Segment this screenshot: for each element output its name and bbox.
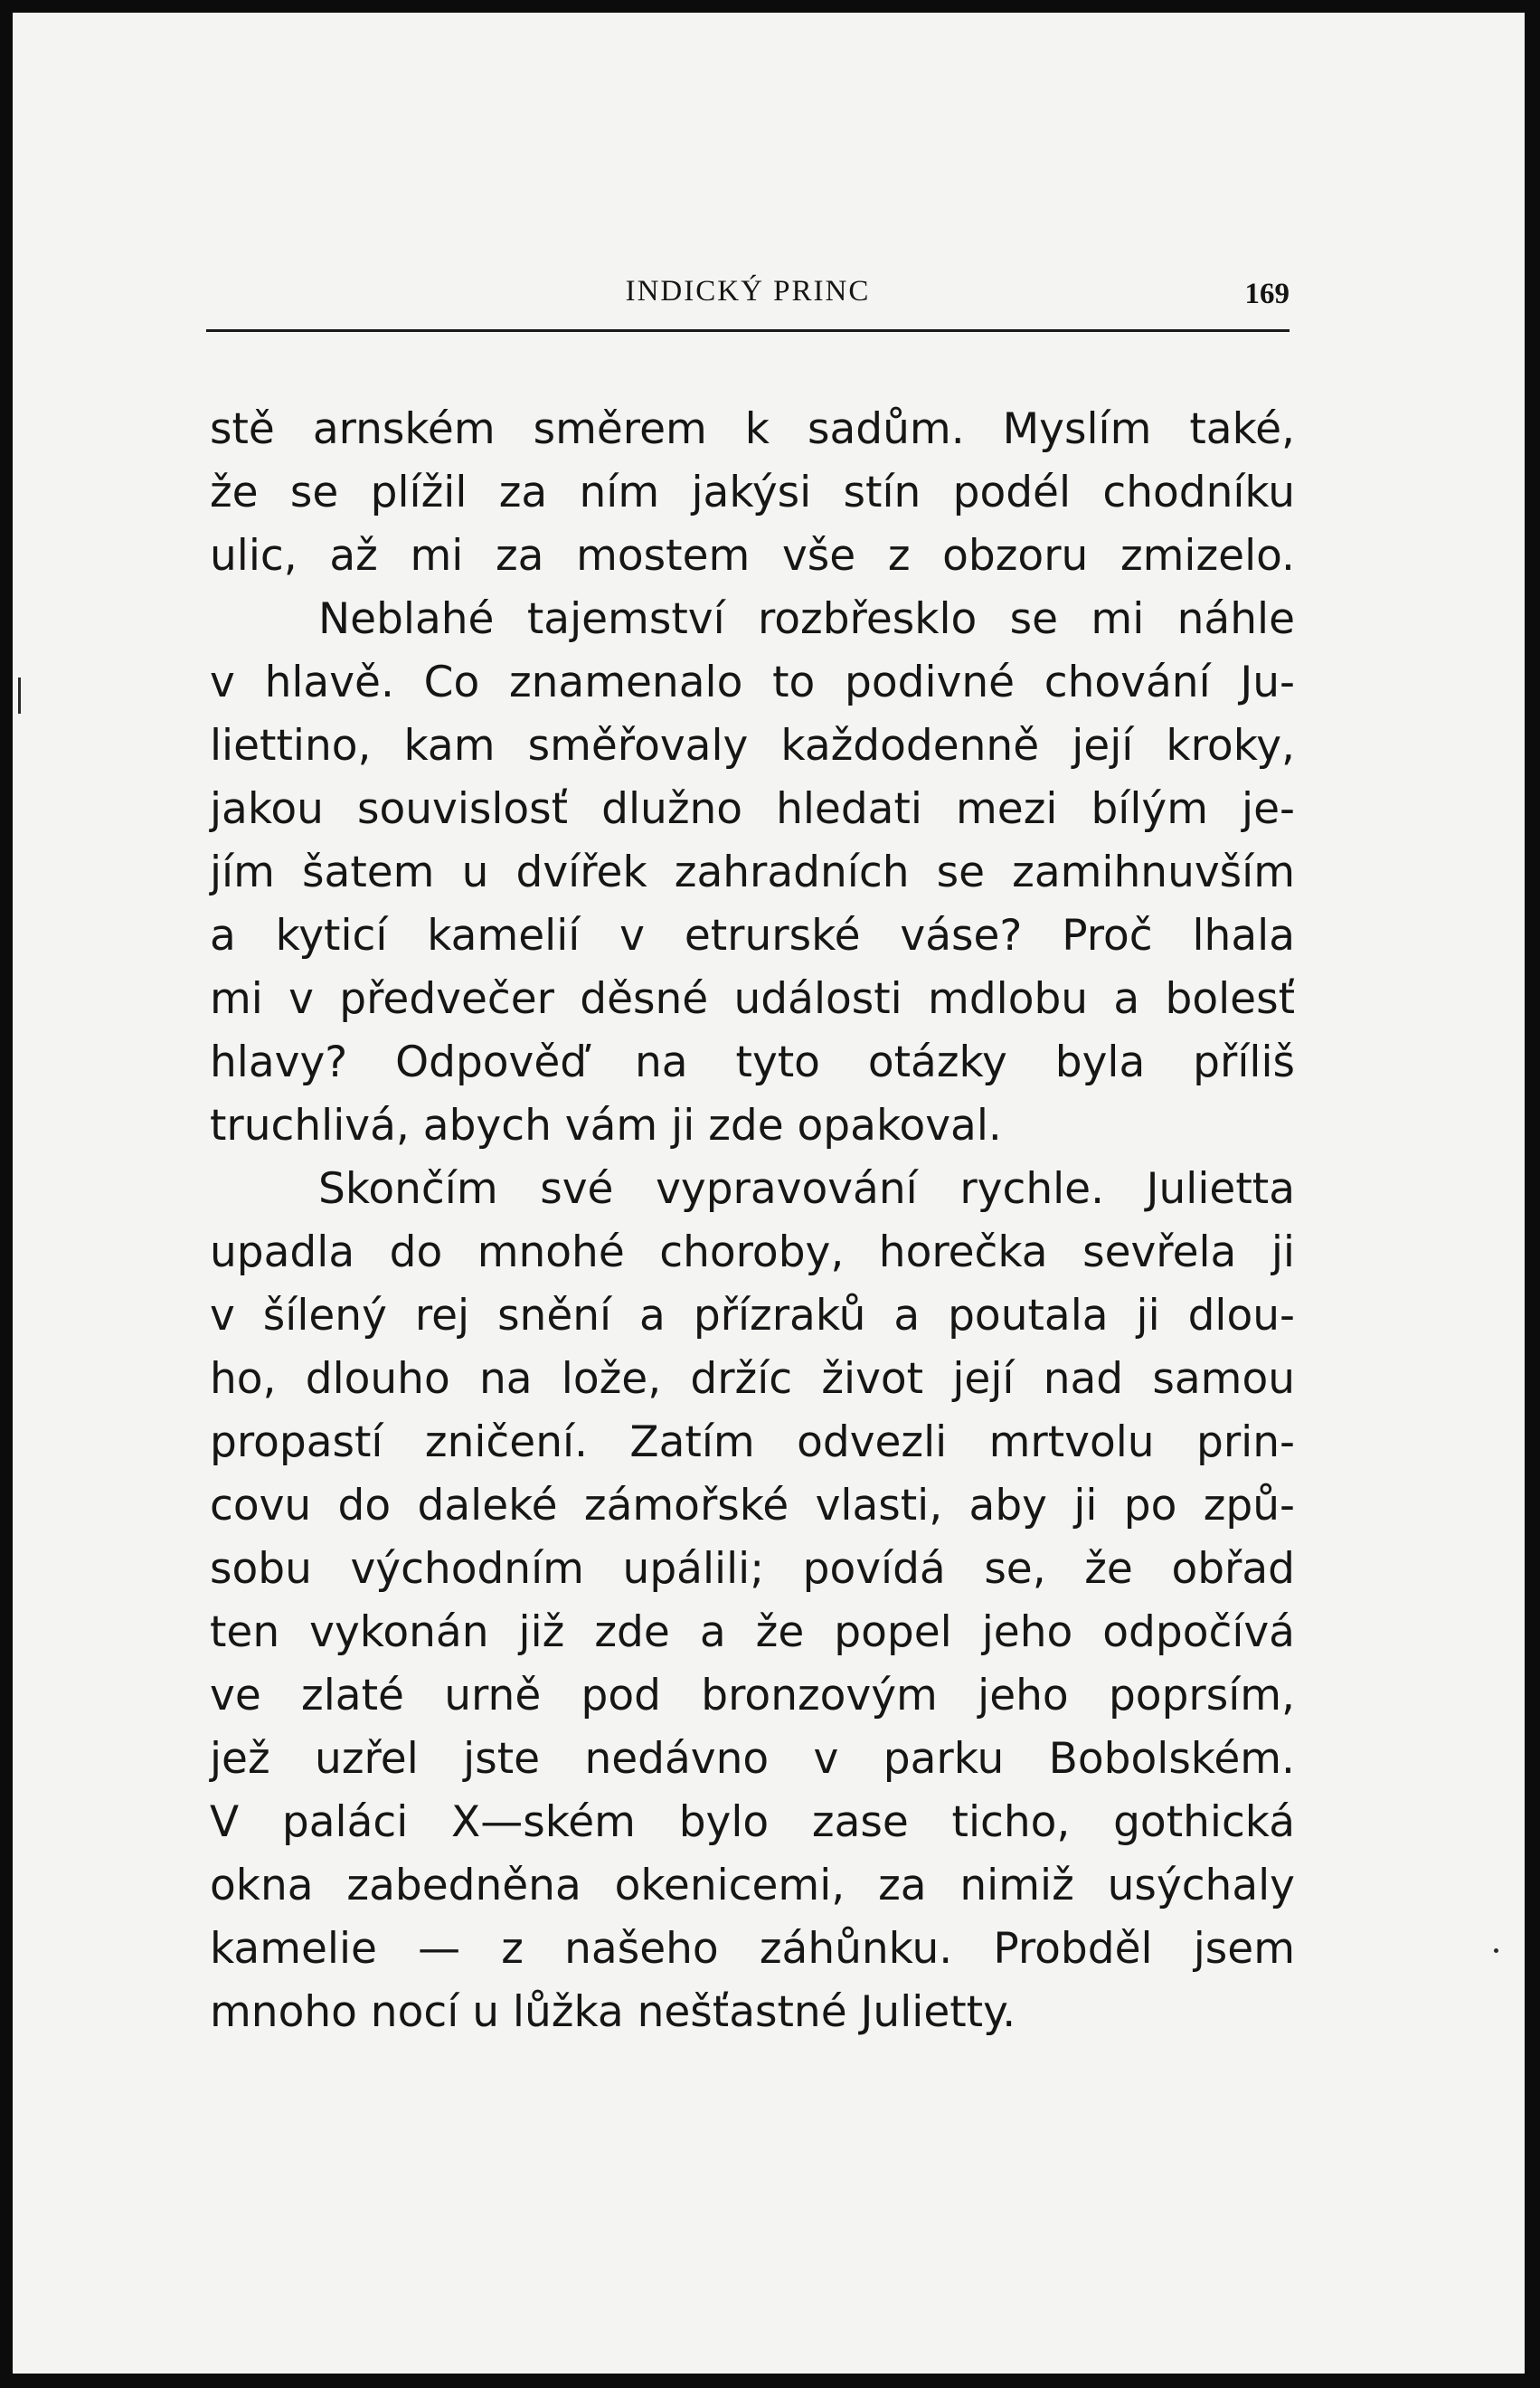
text-line: jím šatem u dvířek zahradních se zamihnuvším: [210, 848, 1295, 897]
scan-fleck: [18, 678, 21, 714]
text-line: mi v předvečer děsné události mdlobu a bolesť: [210, 974, 1295, 1024]
text-line: že se plížil za ním jakýsi stín podél chodníku: [210, 468, 1295, 517]
text-line: truchlivá, abych vám ji zde opakoval.: [210, 1101, 1002, 1151]
text-line: upadla do mnohé choroby, horečka sevřela ji: [210, 1227, 1295, 1277]
text-line: v šílený rej snění a přízraků a poutala ji dlou-: [210, 1291, 1295, 1341]
text-line: liettino, kam směřovaly každodenně její kroky,: [210, 721, 1295, 771]
text-line: ten vykonán již zde a že popel jeho odpočívá: [210, 1607, 1295, 1657]
text-line: covu do daleké zámořské vlasti, aby ji po způ-: [210, 1481, 1295, 1530]
text-line: Skončím své vypravování rychle. Julietta: [318, 1164, 1295, 1214]
text-line: okna zabedněna okenicemi, za nimiž usýchaly: [210, 1861, 1295, 1910]
text-line: hlavy? Odpověď na tyto otázky byla příliš: [210, 1038, 1295, 1087]
body-text: [210, 398, 1295, 2044]
book-page: [13, 13, 1525, 2374]
header-rule: [206, 329, 1290, 332]
scan-fleck: [1494, 1948, 1498, 1953]
text-line: kamelie — z našeho záhůnku. Probděl jsem: [210, 1924, 1295, 1974]
text-line: Neblahé tajemství rozbřesklo se mi náhle: [318, 594, 1295, 644]
text-line: mnoho nocí u lůžka nešťastné Julietty.: [210, 1987, 1016, 2037]
text-line: sobu východním upálili; povídá se, že obřad: [210, 1544, 1295, 1594]
text-line: ve zlaté urně pod bronzovým jeho poprsím,: [210, 1671, 1295, 1720]
text-line: v hlavě. Co znamenalo to podivné chování Ju-: [210, 658, 1295, 707]
page-number: 169: [1244, 278, 1290, 310]
text-line: ulic, až mi za mostem vše z obzoru zmizelo.: [210, 531, 1295, 581]
text-line: stě arnském směrem k sadům. Myslím také,: [210, 404, 1295, 454]
text-line: a kyticí kamelií v etrurské váse? Proč lhala: [210, 911, 1295, 961]
text-line: jakou souvislosť dlužno hledati mezi bílým je-: [210, 784, 1295, 834]
text-line: jež uzřel jste nedávno v parku Bobolském.: [210, 1734, 1295, 1784]
running-title: INDICKÝ PRINC: [625, 275, 871, 308]
text-line: V paláci X—ském bylo zase ticho, gothická: [210, 1797, 1295, 1847]
page-header: [206, 275, 1290, 333]
text-line: ho, dlouho na lože, držíc život její nad samou: [210, 1354, 1295, 1404]
text-line: propastí zničení. Zatím odvezli mrtvolu prin-: [210, 1417, 1295, 1467]
